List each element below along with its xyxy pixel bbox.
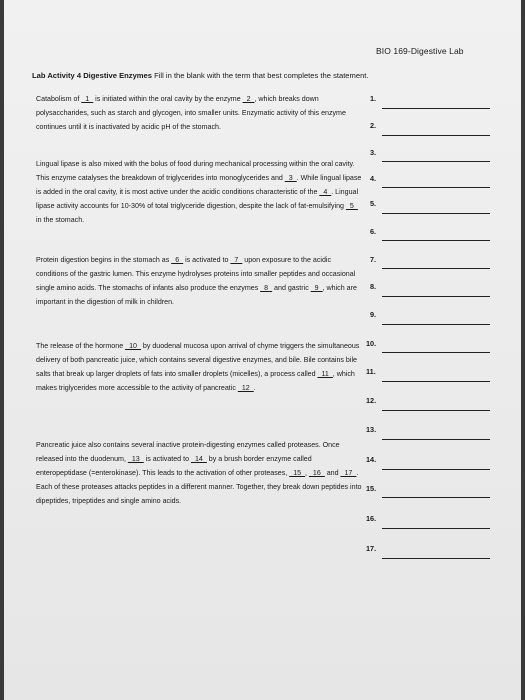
fill-in-blank: _2_	[242, 95, 255, 103]
fill-in-blank: _5_	[345, 202, 358, 210]
answer-number: 2.	[370, 121, 377, 130]
paragraph-text: smaller units. Enzymatic activity of this enzyme continues until it is	[36, 109, 346, 131]
paragraph-text: The release of the hormone	[36, 342, 126, 350]
fill-in-blank: _8_	[260, 284, 273, 292]
answer-number: 16.	[366, 514, 377, 523]
paragraph-text: contains several digestive enzymes, and bile. Bile contains bile salts that	[36, 356, 357, 378]
paragraph-text: Catabolism of	[36, 95, 82, 103]
answer-number: 1.	[370, 94, 377, 103]
paragraph-gastric-protein	[36, 253, 364, 309]
paragraph-text: is initiated within the oral cavity by the enzyme	[93, 95, 243, 103]
answer-number: 3.	[370, 148, 377, 157]
paragraph-text: these proteases attacks peptides in a different manner. Together, they	[60, 483, 281, 491]
paragraph-text: hydrolyses proteins into smaller peptides and occasional single amino acids.	[36, 270, 356, 292]
answer-line[interactable]	[382, 410, 490, 411]
answer-line[interactable]	[382, 268, 490, 269]
answer-line[interactable]	[382, 528, 490, 529]
paragraph-text: which are important in the digestion of milk in children.	[36, 284, 357, 306]
fill-in-blank: _15_	[289, 469, 306, 477]
paragraph-text: is activated to	[183, 256, 231, 264]
answer-line[interactable]	[382, 352, 490, 353]
paragraph-text: and	[324, 469, 341, 477]
paragraph-text: and gastric	[272, 284, 311, 292]
paragraph-text: pancreatic	[201, 384, 238, 392]
paragraph-text: which breaks down polysaccharides, such as starch and glycogen, into	[36, 95, 319, 117]
worksheet-page	[4, 0, 521, 700]
answer-number: 6.	[370, 227, 377, 236]
paragraph-pancreatic-proteases	[36, 438, 364, 508]
paragraph-text: called	[295, 370, 318, 378]
paragraph-text: chyme triggers the simultaneous delivery of both pancreatic juice, which	[36, 342, 360, 364]
answer-number: 13.	[366, 425, 377, 434]
paragraph-text: by duodenal mucosa upon arrival of	[140, 342, 256, 350]
answer-line[interactable]	[382, 187, 490, 188]
paragraph-lingual-lipase	[36, 157, 364, 227]
paragraph-oral-carbohydrate	[36, 92, 364, 134]
fill-in-blank: _1_	[81, 95, 94, 103]
paragraph-text: break up larger droplets of fats into smaller droplets (micelles), a process	[64, 370, 296, 378]
paragraph-text: the	[305, 188, 320, 196]
paragraph-text: triglycerides into monoglycerides and	[164, 174, 285, 182]
fill-in-blank: _16_	[308, 469, 325, 477]
paragraph-text: ,	[305, 469, 309, 477]
paragraph-text: exposure to the acidic conditions of the gastric lumen. This enzyme	[36, 256, 332, 278]
answer-line[interactable]	[382, 558, 490, 559]
answer-line[interactable]	[382, 240, 490, 241]
paragraph-text: digestion, despite the lack of fat-emulsifying	[204, 202, 346, 210]
answer-line[interactable]	[382, 135, 490, 136]
fill-in-blank: _11_	[317, 370, 333, 378]
paragraph-text: upon	[242, 256, 261, 264]
paragraph-text: ,	[322, 284, 325, 292]
fill-in-blank: _3_	[284, 174, 297, 182]
answer-line[interactable]	[382, 439, 490, 440]
fill-in-blank: _17_	[340, 469, 357, 477]
paragraph-duodenal-hormone	[36, 339, 364, 395]
answer-number: 10.	[366, 339, 377, 348]
paragraph-text: Lingual lipase is also mixed with the bolus of food during mechanical	[36, 160, 251, 168]
fill-in-blank: _6_	[171, 256, 184, 264]
paragraph-text: ,	[254, 95, 257, 103]
fill-in-blank: _7_	[230, 256, 243, 264]
answer-line[interactable]	[382, 296, 490, 297]
answer-number: 9.	[370, 310, 377, 319]
paragraph-text: The stomachs of infants also produce the enzymes	[96, 284, 261, 292]
answer-number: 17.	[366, 544, 377, 553]
course-header: BIO 169-Digestive Lab	[376, 46, 464, 56]
answer-number: 7.	[370, 255, 377, 264]
fill-in-blank: _12_	[237, 384, 254, 392]
activity-title: Lab Activity 4 Digestive Enzymes	[32, 71, 152, 80]
paragraph-text: This leads to the activation of other proteases,	[140, 469, 290, 477]
answer-line[interactable]	[382, 213, 490, 214]
paragraph-text: called proteases. Once released into the duodenum,	[36, 441, 340, 463]
fill-in-blank: _13_	[127, 455, 144, 463]
answer-number: 8.	[370, 282, 377, 291]
paragraph-text: Protein digestion begins in the stomach as	[36, 256, 172, 264]
paragraph-text: is activated to	[143, 455, 190, 463]
answer-line[interactable]	[382, 469, 490, 470]
paragraph-text: Pancreatic juice also contains several inactive protein-digesting enzymes	[36, 441, 266, 449]
paragraph-text: inactivated by acidic pH of the stomach.	[93, 123, 221, 131]
paragraph-text: break down peptides into dipeptides, tripeptides and single amino acids.	[36, 483, 362, 505]
answer-line[interactable]	[382, 161, 490, 162]
fill-in-blank: _4_	[319, 188, 332, 196]
answer-number: 4.	[370, 174, 377, 183]
paragraph-text: . While lingual lipase is added in	[36, 174, 362, 196]
paragraph-text: .	[253, 384, 256, 392]
fill-in-blank: _9_	[310, 284, 323, 292]
instructions	[32, 71, 502, 80]
fill-in-blank: _10_	[125, 342, 141, 350]
paragraph-text: . Each of	[36, 469, 359, 491]
paragraph-text: the oral cavity, it is most active under the acidic conditions characteristic of	[70, 188, 306, 196]
answer-number: 14.	[366, 455, 377, 464]
instruction-text: Fill in the blank with the term that best completes the statement.	[152, 71, 369, 80]
paragraph-text: in the stomach.	[36, 216, 85, 224]
answer-number: 15.	[366, 484, 377, 493]
answer-line[interactable]	[382, 381, 490, 382]
fill-in-blank: _14_	[191, 455, 207, 463]
answer-number: 11.	[366, 367, 376, 376]
answer-line[interactable]	[382, 324, 490, 325]
paragraph-text: . Lingual lipase activity accounts for 10-30% of total triglyceride	[36, 188, 359, 210]
paragraph-text: by a brush border enzyme called enteropeptidase (=enterokinase).	[36, 455, 312, 477]
answer-line[interactable]	[382, 108, 490, 109]
answer-number: 12.	[366, 396, 377, 405]
answer-number: 5.	[370, 199, 377, 208]
paragraph-text: , which makes triglycerides more accessible to the activity of	[36, 370, 355, 392]
answer-line[interactable]	[382, 497, 490, 498]
paragraph-text: processing within the oral cavity. This enzyme catalyses the breakdown of	[36, 160, 355, 182]
